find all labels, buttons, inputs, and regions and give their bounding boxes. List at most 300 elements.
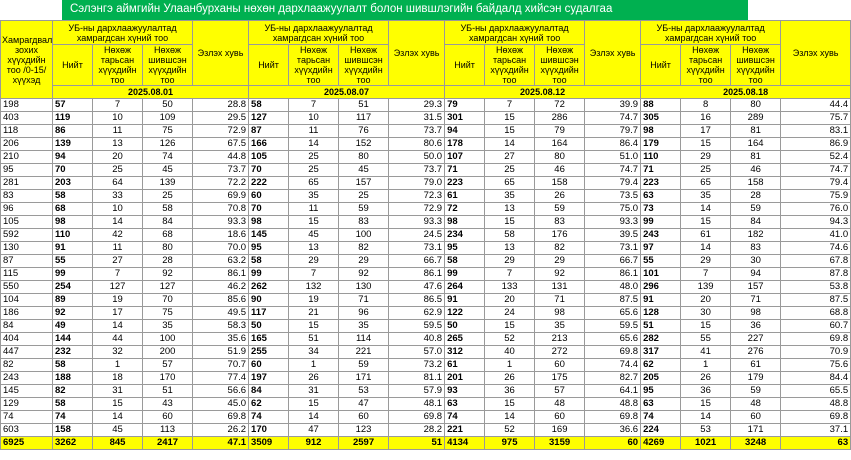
table-cell: 60 [339,411,389,424]
table-row [1,138,851,151]
table-cell: 25 [289,164,339,177]
table-cell: 15 [681,138,731,151]
table-cell: 25 [485,164,535,177]
table-cell: 50 [249,320,289,333]
table-cell: 77.4 [193,372,249,385]
table-cell: 86.1 [585,268,641,281]
date-3: 2025.08.12 [445,86,641,99]
table-cell: 13 [485,203,535,216]
table-cell: 35 [681,190,731,203]
table-cell: 66.7 [389,255,445,268]
table-cell: 84 [249,385,289,398]
table-cell: 51 [641,320,681,333]
table-cell: 113 [143,424,193,437]
table-cell: 59.5 [389,320,445,333]
header-refused-3: Нөхөж тарьсан хүүхдийн тоо [485,45,535,86]
table-cell: 14 [93,411,143,424]
table-cell: 47 [339,398,389,411]
table-row [1,307,851,320]
total-cell: 3248 [731,437,781,450]
table-cell: 64 [93,177,143,190]
table-cell: 129 [1,398,53,411]
table-cell: 255 [249,346,289,359]
table-cell: 95 [249,242,289,255]
table-cell: 79.0 [389,177,445,190]
table-cell: 98 [641,125,681,138]
table-cell: 74 [445,411,485,424]
table-cell: 20 [681,294,731,307]
total-cell: 3262 [53,437,93,450]
table-cell: 73.7 [389,125,445,138]
table-cell: 104 [1,294,53,307]
total-cell: 845 [93,437,143,450]
table-row [1,294,851,307]
table-cell: 592 [1,229,53,242]
table-cell: 36 [681,385,731,398]
table-cell: 165 [249,333,289,346]
table-cell: 105 [249,151,289,164]
table-cell: 99 [445,268,485,281]
table-cell: 91 [445,294,485,307]
table-cell: 170 [249,424,289,437]
total-cell: 6925 [1,437,53,450]
table-cell: 53.8 [781,281,851,294]
table-cell: 74 [53,411,93,424]
table-cell: 71 [445,164,485,177]
table-cell: 73.5 [585,190,641,203]
table-cell: 69.8 [193,411,249,424]
table-cell: 18.6 [193,229,249,242]
table-cell: 79 [535,125,585,138]
table-cell: 197 [249,372,289,385]
sheet-title: Сэлэнгэ аймгийн Улаанбурханы нөхөн дархлаажуулалт болон шившлэгийн байдалд хийсэн судалгаа [70,3,613,15]
table-cell: 118 [1,125,53,138]
header-immunized-3: УБ-ны дархлаажуулалтад хамрагдсан хүний тоо [445,21,585,45]
table-cell: 25 [339,190,389,203]
table-cell: 86.9 [781,138,851,151]
table-cell: 14 [93,216,143,229]
table-cell: 70.0 [193,242,249,255]
table-cell: 200 [143,346,193,359]
header-total-1: Нийт [53,45,93,86]
table-cell: 262 [249,281,289,294]
table-cell: 43 [143,398,193,411]
table-cell: 35 [339,320,389,333]
total-cell: 47.1 [193,437,249,450]
table-cell: 130 [339,281,389,294]
table-cell: 69.9 [193,190,249,203]
table-cell: 74 [1,411,53,424]
table-cell: 26 [681,372,731,385]
table-cell: 14 [485,411,535,424]
table-cell: 93.3 [585,216,641,229]
table-cell: 68.8 [781,307,851,320]
table-cell: 28 [731,190,781,203]
table-cell: 75 [143,125,193,138]
table-cell: 100 [339,229,389,242]
table-cell: 59 [339,359,389,372]
table-cell: 123 [339,424,389,437]
table-cell: 82.7 [585,372,641,385]
table-cell: 49.5 [193,307,249,320]
table-cell: 101 [641,268,681,281]
table-row [1,411,851,424]
header-vaccinated-1: Нөхөж шившсэн хүүхдийн тоо [143,45,193,86]
header-refused-4: Нөхөж тарьсан хүүхдийн тоо [681,45,731,86]
table-cell: 234 [445,229,485,242]
table-cell: 92 [143,268,193,281]
table-cell: 60 [249,190,289,203]
table-cell: 48 [535,398,585,411]
table-cell: 70.7 [193,359,249,372]
table-cell: 15 [289,398,339,411]
table-cell: 89 [53,294,93,307]
table-cell: 8 [681,99,731,112]
table-cell: 79 [445,99,485,112]
table-cell: 145 [249,229,289,242]
table-cell: 179 [731,372,781,385]
table-cell: 58.3 [193,320,249,333]
table-cell: 15 [485,216,535,229]
table-cell: 93.3 [193,216,249,229]
table-cell: 301 [445,112,485,125]
table-cell: 11 [289,125,339,138]
table-cell: 73.1 [585,242,641,255]
table-row [1,151,851,164]
table-cell: 35 [289,190,339,203]
table-cell: 31 [289,385,339,398]
table-cell: 94 [53,151,93,164]
table-cell: 80 [143,242,193,255]
table-cell: 46.2 [193,281,249,294]
table-row [1,424,851,437]
table-row [1,346,851,359]
table-cell: 48.8 [781,398,851,411]
table-cell: 58 [249,99,289,112]
table-cell: 98 [731,307,781,320]
table-cell: 296 [641,281,681,294]
table-cell: 91 [53,242,93,255]
table-cell: 164 [731,138,781,151]
table-cell: 60 [731,411,781,424]
table-cell: 25 [143,190,193,203]
table-row [1,255,851,268]
table-cell: 88 [641,99,681,112]
table-cell: 18 [93,372,143,385]
table-cell: 13 [93,138,143,151]
table-cell: 10 [289,112,339,125]
table-cell: 75.0 [585,203,641,216]
table-cell: 132 [289,281,339,294]
table-cell: 72.2 [193,177,249,190]
table-cell: 57.0 [389,346,445,359]
table-cell: 92 [535,268,585,281]
table-cell: 30 [681,307,731,320]
table-cell: 26 [485,372,535,385]
table-cell: 45 [93,424,143,437]
table-cell: 35 [535,320,585,333]
table-cell: 7 [485,99,535,112]
table-cell: 232 [53,346,93,359]
table-cell: 80 [535,151,585,164]
table-cell: 39.5 [585,229,641,242]
table-cell: 158 [53,424,93,437]
table-cell: 72.9 [193,125,249,138]
table-cell: 243 [1,372,53,385]
table-cell: 36.6 [585,424,641,437]
table-cell: 127 [93,281,143,294]
date-2: 2025.08.07 [249,86,445,99]
table-cell: 72.9 [389,203,445,216]
table-cell: 51.0 [585,151,641,164]
table-row [1,125,851,138]
table-cell: 100 [143,333,193,346]
table-cell: 76.0 [781,203,851,216]
table-cell: 145 [1,385,53,398]
table-cell: 51 [289,333,339,346]
table-cell: 19 [289,294,339,307]
table-cell: 36 [731,320,781,333]
table-cell: 61 [731,359,781,372]
table-cell: 84 [143,216,193,229]
table-cell: 70 [249,164,289,177]
table-row [1,242,851,255]
table-cell: 59 [535,203,585,216]
table-cell: 42 [93,229,143,242]
table-cell: 99 [249,268,289,281]
header-refused-1: Нөхөж тарьсан хүүхдийн тоо [93,45,143,86]
table-cell: 65 [289,177,339,190]
table-cell: 73.1 [389,242,445,255]
table-cell: 47.6 [389,281,445,294]
table-cell: 70 [53,164,93,177]
table-cell: 223 [445,177,485,190]
header-total-2: Нийт [249,45,289,86]
table-cell: 94.3 [781,216,851,229]
table-cell: 58 [249,255,289,268]
table-cell: 29 [289,255,339,268]
table-cell: 82 [53,385,93,398]
table-cell: 58 [445,255,485,268]
table-row [1,320,851,333]
table-cell: 403 [1,112,53,125]
table-cell: 35 [485,190,535,203]
table-cell: 15 [93,398,143,411]
table-cell: 51 [339,99,389,112]
table-cell: 107 [445,151,485,164]
table-cell: 128 [641,307,681,320]
table-cell: 86.4 [585,138,641,151]
table-cell: 73.2 [389,359,445,372]
table-cell: 87.5 [781,294,851,307]
table-cell: 48.8 [585,398,641,411]
table-cell: 81 [731,125,781,138]
table-cell: 13 [485,242,535,255]
header-vaccinated-4: Нөхөж шившсэн хүүхдийн тоо [731,45,781,86]
table-cell: 48 [731,398,781,411]
header-immunized-1: УБ-ны дархлаажуулалтад хамрагдсан хүний тоо [53,21,193,45]
table-cell: 69.8 [585,346,641,359]
table-cell: 221 [339,346,389,359]
table-cell: 80 [731,99,781,112]
table-cell: 74 [249,411,289,424]
table-row [1,99,851,112]
table-cell: 10 [93,203,143,216]
table-cell: 133 [485,281,535,294]
table-cell: 65.5 [781,385,851,398]
table-cell: 139 [681,281,731,294]
table-cell: 99 [53,268,93,281]
total-cell: 4134 [445,437,485,450]
table-cell: 55 [681,333,731,346]
table-cell: 48.0 [585,281,641,294]
table-cell: 282 [641,333,681,346]
table-cell: 73.7 [389,164,445,177]
table-cell: 198 [1,99,53,112]
table-cell: 91 [641,294,681,307]
table-cell: 110 [53,229,93,242]
table-cell: 29 [485,255,535,268]
total-row [1,437,851,450]
table-cell: 61 [681,229,731,242]
table-cell: 45.0 [193,398,249,411]
table-cell: 166 [249,138,289,151]
table-cell: 175 [535,372,585,385]
table-cell: 10 [93,112,143,125]
table-cell: 114 [339,333,389,346]
table-cell: 61 [445,190,485,203]
table-cell: 45 [339,164,389,177]
table-row [1,398,851,411]
date-4: 2025.08.18 [641,86,851,99]
table-cell: 74.7 [585,164,641,177]
table-cell: 72 [445,203,485,216]
table-cell: 57.9 [389,385,445,398]
table-cell: 35.6 [193,333,249,346]
table-cell: 57 [535,385,585,398]
table-row [1,203,851,216]
table-cell: 83.1 [781,125,851,138]
table-cell: 213 [535,333,585,346]
table-cell: 264 [445,281,485,294]
table-cell: 80 [339,151,389,164]
table-cell: 53 [339,385,389,398]
table-cell: 44 [93,333,143,346]
table-cell: 58 [485,229,535,242]
table-cell: 65.6 [585,307,641,320]
table-cell: 29 [681,255,731,268]
table-cell: 87.8 [781,268,851,281]
table-cell: 40 [485,346,535,359]
table-cell: 62.9 [389,307,445,320]
table-cell: 83 [1,190,53,203]
table-cell: 281 [1,177,53,190]
table-cell: 1 [289,359,339,372]
table-cell: 64.1 [585,385,641,398]
survey-table [0,20,851,450]
table-cell: 15 [289,320,339,333]
table-cell: 31 [93,385,143,398]
table-cell: 69.8 [585,411,641,424]
table-cell: 45 [289,229,339,242]
table-cell: 29.5 [193,112,249,125]
table-cell: 79.4 [781,177,851,190]
table-cell: 87 [249,125,289,138]
table-cell: 57 [143,359,193,372]
table-cell: 28.2 [389,424,445,437]
table-cell: 75.9 [781,190,851,203]
table-cell: 11 [93,125,143,138]
table-cell: 74.4 [585,359,641,372]
table-cell: 29 [535,255,585,268]
table-cell: 14 [93,320,143,333]
table-cell: 109 [143,112,193,125]
table-cell: 69.8 [389,411,445,424]
table-row [1,281,851,294]
table-cell: 126 [143,138,193,151]
table-cell: 56.6 [193,385,249,398]
table-cell: 164 [535,138,585,151]
table-cell: 139 [143,177,193,190]
table-cell: 58 [143,203,193,216]
table-cell: 59 [339,203,389,216]
table-cell: 28 [143,255,193,268]
table-header [1,21,851,99]
header-pct-3: Эзлэх хувь [585,21,641,86]
table-cell: 55 [641,255,681,268]
table-cell: 222 [249,177,289,190]
table-row [1,190,851,203]
table-cell: 224 [641,424,681,437]
table-cell: 71 [339,294,389,307]
table-cell: 33 [93,190,143,203]
table-cell: 53 [681,424,731,437]
table-cell: 1 [681,359,731,372]
table-cell: 40.8 [389,333,445,346]
table-cell: 60 [535,359,585,372]
table-row [1,216,851,229]
table-cell: 73 [641,203,681,216]
table-cell: 305 [641,112,681,125]
table-cell: 25 [681,164,731,177]
table-cell: 69.8 [781,333,851,346]
table-cell: 98 [53,216,93,229]
table-cell: 92 [339,268,389,281]
table-cell: 19 [93,294,143,307]
table-cell: 139 [53,138,93,151]
table-cell: 60 [143,411,193,424]
table-cell: 52 [485,333,535,346]
table-cell: 15 [681,216,731,229]
table-cell: 63 [641,398,681,411]
table-cell: 14 [681,411,731,424]
table-cell: 20 [93,151,143,164]
table-cell: 171 [339,372,389,385]
table-cell: 15 [681,398,731,411]
table-cell: 7 [289,268,339,281]
table-cell: 45 [143,164,193,177]
table-cell: 176 [535,229,585,242]
table-cell: 98 [535,307,585,320]
table-cell: 550 [1,281,53,294]
table-cell: 26.2 [193,424,249,437]
table-cell: 58 [53,359,93,372]
table-cell: 74 [143,151,193,164]
header-immunized-2: УБ-ны дархлаажуулалтад хамрагдсан хүний тоо [249,21,389,45]
table-cell: 29 [339,255,389,268]
table-cell: 158 [731,177,781,190]
table-cell: 286 [535,112,585,125]
